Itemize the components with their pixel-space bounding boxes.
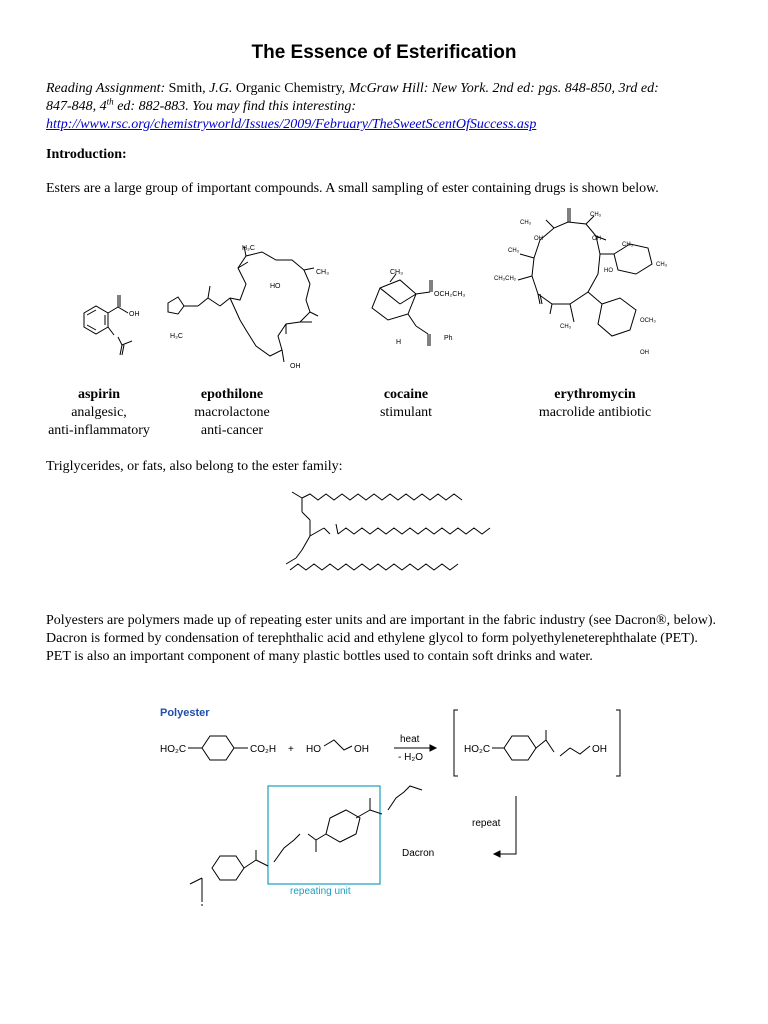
drug-use: macrolide antibiotic xyxy=(538,405,652,420)
ery-ch3-d: CH₃ xyxy=(622,242,634,248)
page-title: The Essence of Esterification xyxy=(251,42,517,63)
drug-use: stimulant xyxy=(379,405,433,420)
reading-publisher: McGraw Hill: New York xyxy=(348,81,486,96)
scheme-heading: Polyester xyxy=(160,707,210,719)
ery-oh-a: OH xyxy=(534,236,543,242)
ery-ch3-f: CH₃ xyxy=(560,324,572,330)
ery-ch3-e: CH₃ xyxy=(656,262,668,268)
heat-label: heat xyxy=(400,734,420,745)
ery-oh-c: OH xyxy=(640,350,649,356)
plus-sign: + xyxy=(288,744,294,755)
drug-use-2: anti-inflammatory xyxy=(48,423,150,438)
reading-sup: th xyxy=(106,96,114,107)
caption-epothilone xyxy=(172,386,292,440)
aspirin-structure xyxy=(62,285,152,360)
intro-heading: Introduction: xyxy=(46,147,127,162)
ery-et-label: CH₃CH₂ xyxy=(494,276,517,282)
cocaine-ch3-label: CH₃ xyxy=(390,269,403,276)
caption-cocaine xyxy=(356,386,456,422)
caption-erythromycin xyxy=(520,386,670,422)
drug-use: analgesic, xyxy=(71,405,127,420)
glycol-oh-label: OH xyxy=(354,744,369,755)
reading-ed2: . 2nd ed: pgs. 848-850, 3rd ed: xyxy=(485,81,659,96)
reading-initials: J.G. xyxy=(209,81,233,96)
epothilone-h3c-label: H₃C xyxy=(170,333,183,340)
intro-text: Esters are a large group of important compounds. A small sampling of ester containing drugs is shown below. xyxy=(46,181,659,196)
triglyceride-structure xyxy=(262,484,502,594)
triglyceride-text: Triglycerides, or fats, also belong to the ester family: xyxy=(46,459,343,474)
polyester-scheme xyxy=(150,700,630,925)
caption-aspirin xyxy=(40,386,158,440)
cocaine-ph-label: Ph xyxy=(444,335,453,342)
reading-book: Organic Chemistry, xyxy=(232,81,349,96)
ery-ho-label: HO xyxy=(604,268,613,274)
epothilone-ch3a-label: H₃C xyxy=(242,245,255,252)
drug-name: cocaine xyxy=(383,387,429,402)
dacron-label: Dacron xyxy=(402,848,435,859)
ery-ch3-b: CH₃ xyxy=(590,212,602,218)
epothilone-ch3b-label: CH₃ xyxy=(316,269,329,276)
reading-label: Reading Assignment: xyxy=(46,81,166,96)
drug-name: erythromycin xyxy=(554,387,636,402)
polyester-text: Polyesters are polymers made up of repeating ester units and are important in the fabric industry (see Dacron®, below). Dacron is formed by condensation of terephthalic acid and ethylene glycol to form polyethyleneterephthalate (PET). PET is also an important component of many plastic bottles used to contain soft drinks and water. xyxy=(46,613,716,664)
glycol-ho-label: HO xyxy=(306,744,321,755)
ery-och3-label: OCH₃ xyxy=(640,318,656,324)
acid-left-label: HO₂C xyxy=(160,744,187,755)
drug-name: epothilone xyxy=(200,387,264,402)
minus-water-label: - H₂O xyxy=(398,752,423,763)
acid-right-label: CO₂H xyxy=(250,744,277,755)
product-left-label: HO₂C xyxy=(464,744,491,755)
epothilone-oh-label: OH xyxy=(290,363,301,370)
product-oh-label: OH xyxy=(592,744,607,755)
repeating-unit-label: repeating unit xyxy=(290,886,351,897)
reading-ed4: ed: 882-883. You may find this interesting: xyxy=(113,99,357,114)
drug-use: macrolactone xyxy=(194,405,270,420)
erythromycin-structure xyxy=(490,200,700,370)
repeat-label: repeat xyxy=(472,818,501,829)
epothilone-ho-label: HO xyxy=(270,283,281,290)
ery-oh-b: OH xyxy=(592,236,601,242)
ery-ch3-a: CH₃ xyxy=(520,220,532,226)
ery-ch3-c: CH₃ xyxy=(508,248,520,254)
reading-author: Smith, xyxy=(165,81,210,96)
aspirin-oh-label: OH xyxy=(129,311,140,318)
cocaine-h-label: H xyxy=(396,339,402,346)
reading-ed3: 847-848, 4 xyxy=(46,99,107,114)
article-link[interactable]: http://www.rsc.org/chemistryworld/Issues/2009/February/TheSweetScentOfSuccess.asp xyxy=(46,117,537,132)
cocaine-structure xyxy=(360,268,480,368)
epothilone-structure xyxy=(150,240,350,370)
reading-assignment xyxy=(46,80,722,134)
drug-name: aspirin xyxy=(77,387,120,402)
drug-use-2: anti-cancer xyxy=(200,423,264,438)
cocaine-ester-label: OCH₂CH₃ xyxy=(434,291,466,298)
